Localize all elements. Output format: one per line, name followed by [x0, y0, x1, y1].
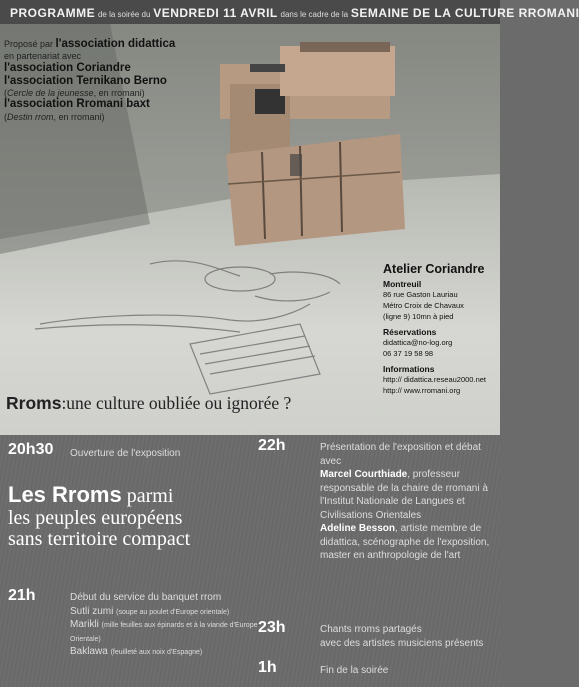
- info-label: Informations: [383, 364, 435, 375]
- rromani-baxt-note-italic: Destin rrom: [7, 111, 54, 122]
- program-section: [0, 435, 500, 687]
- songs-block: [320, 623, 496, 650]
- ternikano-note: , en rromani): [93, 88, 145, 98]
- event-presentation: Présentation de l'exposition et débat avec: [320, 442, 481, 467]
- venue-city: Montreuil: [383, 279, 422, 290]
- rromani-baxt-note: , en rromani): [53, 111, 105, 122]
- time-2030: 20h30: [8, 441, 54, 458]
- time-21h: 21h: [8, 587, 36, 604]
- venue-name: Atelier Coriandre: [383, 262, 485, 276]
- headline-1: parmi: [126, 485, 174, 507]
- presentation-block: [320, 441, 496, 563]
- speaker-2-name: Adeline Besson: [320, 523, 396, 534]
- banquet-block: [70, 591, 260, 659]
- event-opening: Ouverture de l'exposition: [70, 448, 181, 459]
- venue-address: 86 rue Gaston Lauriau: [383, 290, 458, 300]
- header-text-2: dans le cadre de la: [280, 10, 349, 19]
- association-coriandre: l'association Coriandre: [4, 61, 131, 74]
- header-text-1: de la soirée du: [97, 10, 151, 19]
- venue-info: [383, 260, 501, 397]
- headline: [8, 483, 190, 551]
- venue-line: (ligne 9) 10mn à pied: [383, 312, 454, 322]
- food-marikli: Marikli: [70, 619, 99, 630]
- associations-block: Proposé par l'association didattica en partenariat avec l'association Coriandre l'association Ternikano Berno (Cercle de la jeunesse, en rromani) l'association Rromani baxt (Destin rrom, en rromani): [4, 38, 176, 122]
- time-23h: 23h: [258, 619, 286, 636]
- venue-metro: Métro Croix de Chavaux: [383, 301, 464, 311]
- reservations-label: Réservations: [383, 327, 437, 338]
- main-association: l'association didattica: [55, 38, 176, 50]
- info-url-2: http:// www.rromani.org: [383, 386, 461, 396]
- header-event: SEMAINE DE LA CULTURE RROMANI: [350, 6, 579, 20]
- time-22h: 22h: [258, 437, 286, 454]
- event-songs-2: avec des artistes musiciens présents: [320, 637, 484, 649]
- headline-2: les peuples européens: [8, 506, 183, 529]
- event-end: Fin de la soirée: [320, 665, 389, 676]
- tagline: [6, 393, 291, 414]
- tagline-rest: :une culture oubliée ou ignorée ?: [61, 393, 292, 413]
- association-ternikano: l'association Ternikano Berno: [4, 74, 167, 87]
- event-banquet: Début du service du banquet rrom: [70, 592, 222, 603]
- food-sutli-note: (soupe au poulet d'Europe orientale): [116, 608, 230, 616]
- food-marikli-note: (mille feuilles aux épinards et à la viande d'Europe Orientale): [70, 622, 258, 643]
- food-sutli: Sutli zumi: [70, 605, 114, 617]
- ternikano-note-italic: Cercle de la jeunesse: [7, 88, 94, 98]
- reservations-email: didattica@no-log.org: [383, 338, 453, 348]
- header-date: VENDREDI 11 AVRIL: [153, 6, 278, 20]
- header-programme: PROGRAMME: [10, 6, 96, 20]
- food-baklawa-note: (feuilleté aux noix d'Espagne): [110, 649, 203, 656]
- headline-bold: Les Rroms: [8, 482, 122, 507]
- event-songs: Chants rroms partagés: [320, 624, 422, 635]
- association-rromani-baxt: l'association Rromani baxt: [4, 98, 150, 111]
- headline-3: sans territoire compact: [8, 528, 191, 551]
- time-1h: 1h: [258, 659, 277, 676]
- intro-text: Proposé par: [4, 39, 54, 49]
- poster-photo: [0, 24, 500, 435]
- reservations-phone: 06 37 19 58 98: [383, 349, 434, 359]
- tagline-bold: Rroms: [6, 393, 62, 413]
- info-url-1: http:// didattica.reseau2000.net: [383, 375, 486, 385]
- speaker-1-name: Marcel Courthiade: [320, 469, 408, 480]
- speaker-1-desc: , professeur responsable de la chaire de rromani à l'Institut Nationale de Langues et Civilisations Orientales: [320, 469, 488, 521]
- header-banner: [0, 0, 579, 24]
- speaker-2-desc: , artiste membre de didattica, scénographe de l'exposition, master en anthropologie de l'art: [320, 523, 490, 561]
- partner-text: en partenariat avec: [4, 51, 82, 62]
- food-baklawa: Baklawa: [70, 646, 108, 657]
